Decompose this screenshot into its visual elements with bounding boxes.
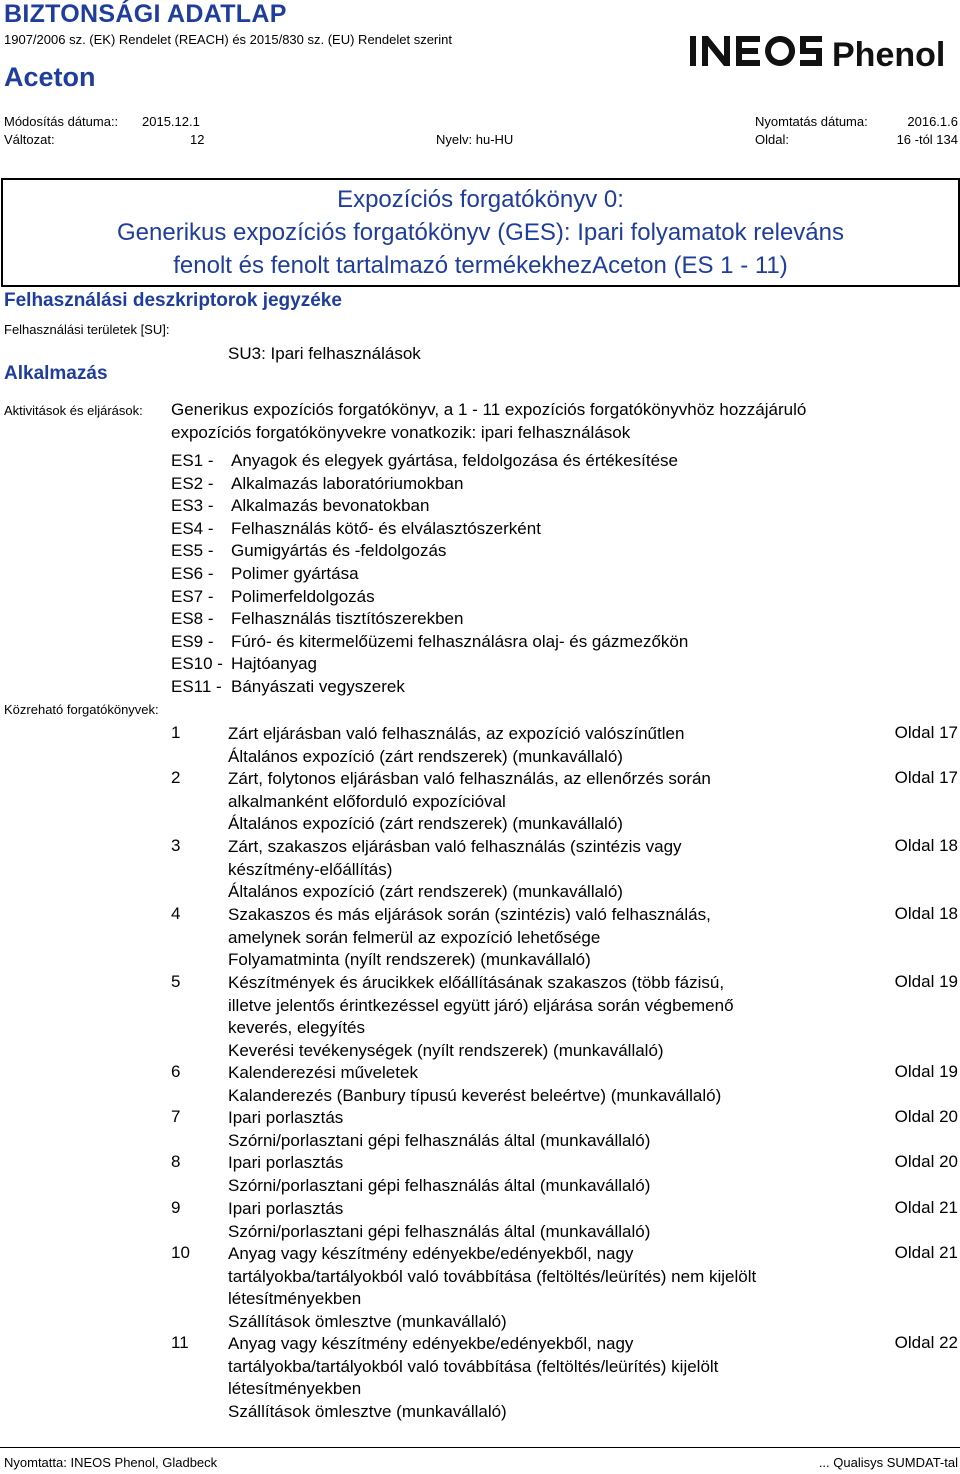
scenario-line: Zárt, szakaszos eljárásban való felhasználás (szintézis vagy bbox=[228, 837, 682, 856]
version-value: 12 bbox=[190, 132, 205, 147]
scenario-number: 2 bbox=[171, 768, 181, 787]
es-code: ES10 - bbox=[171, 654, 223, 674]
scenario-line: Anyag vagy készítmény edényekbe/edényekből, nagy bbox=[228, 1334, 634, 1353]
es-text: Gumigyártás és -feldolgozás bbox=[231, 541, 447, 561]
es-text: Alkalmazás bevonatokban bbox=[231, 496, 430, 516]
es-item bbox=[171, 519, 541, 539]
scenario-line: keverés, elegyítés bbox=[228, 1018, 366, 1037]
scenario-page-ref[interactable]: Oldal 20 bbox=[894, 1152, 958, 1171]
su-label: Felhasználási területek [SU]: bbox=[4, 322, 170, 337]
scenario-line: Készítmények és árucikkek előállításának szakaszos (több fázisú, bbox=[228, 973, 725, 992]
scenario-line: Szórni/porlasztani gépi felhasználás által (munkavállaló) bbox=[228, 1221, 651, 1241]
es-item bbox=[171, 609, 463, 629]
scenario-number: 7 bbox=[171, 1107, 181, 1126]
scenario-line: Szórni/porlasztani gépi felhasználás által (munkavállaló) bbox=[228, 1130, 651, 1150]
scenario-line: létesítményekben bbox=[228, 1289, 362, 1308]
scenario-line: Szállítások ömlesztve (munkavállaló) bbox=[228, 1311, 507, 1331]
footer-printed-by: Nyomtatta: INEOS Phenol, Gladbeck bbox=[4, 1455, 218, 1470]
scenario-number: 11 bbox=[171, 1333, 189, 1352]
page-value: 16 -tól 134 bbox=[896, 132, 958, 147]
scenario-page-ref[interactable]: Oldal 22 bbox=[894, 1333, 958, 1352]
scenario-description bbox=[228, 904, 711, 972]
scenario-line: Ipari porlasztás bbox=[228, 1199, 344, 1218]
scenario-number: 3 bbox=[171, 836, 181, 855]
es-item bbox=[171, 654, 317, 674]
document-title: BIZTONSÁGI ADATLAP bbox=[4, 0, 287, 28]
modification-date-value: 2015.12.1 bbox=[142, 114, 200, 129]
es-text: Polimer gyártása bbox=[231, 564, 359, 583]
scenario-page-ref[interactable]: Oldal 19 bbox=[894, 972, 958, 991]
scenario-page-ref[interactable]: Oldal 21 bbox=[894, 1243, 958, 1262]
footer-generator: ... Qualisys SUMDAT-tal bbox=[818, 1455, 958, 1470]
modification-date-label: Módosítás dátuma:: bbox=[4, 114, 119, 129]
banner-line-2: Generikus expozíciós forgatókönyv (GES): Ipari folyamatok releváns bbox=[117, 219, 844, 246]
scenario-line: létesítményekben bbox=[228, 1379, 362, 1398]
scenario-page-ref[interactable]: Oldal 18 bbox=[894, 836, 958, 855]
es-item bbox=[171, 451, 678, 471]
scenario-page-ref[interactable]: Oldal 17 bbox=[894, 768, 958, 787]
es-code: ES7 - bbox=[171, 586, 214, 606]
es-item bbox=[171, 587, 375, 607]
es-text: Fúró- és kitermelőüzemi felhasználásra olaj- és gázmezőkön bbox=[231, 631, 689, 651]
exposure-scenario-banner bbox=[1, 178, 960, 287]
scenario-page-ref[interactable]: Oldal 20 bbox=[894, 1107, 958, 1126]
scenario-number: 4 bbox=[171, 904, 181, 923]
es-code: ES5 - bbox=[171, 541, 214, 561]
banner-line-1: Expozíciós forgatókönyv 0: bbox=[337, 186, 624, 213]
es-code: ES9 - bbox=[171, 631, 214, 651]
scenario-line: Általános expozíció (zárt rendszerek) (munkavállaló) bbox=[228, 746, 623, 766]
es-text: Anyagok és elegyek gyártása, feldolgozása és értékesítése bbox=[231, 451, 678, 470]
scenario-line: illetve jelentős érintkezéssel együtt járó) eljárása során végbemenő bbox=[228, 995, 734, 1015]
print-date-label: Nyomtatás dátuma: bbox=[755, 114, 868, 129]
scenario-number: 9 bbox=[171, 1198, 181, 1217]
svg-text:Phenol: Phenol bbox=[832, 36, 946, 74]
scenario-line: Folyamatminta (nyílt rendszerek) (munkavállaló) bbox=[228, 950, 591, 969]
es-text: Hajtóanyag bbox=[231, 654, 318, 674]
scenario-line: Kalanderezés (Banbury típusú keverést beleértve) (munkavállaló) bbox=[228, 1085, 722, 1105]
es-code: ES6 - bbox=[171, 564, 214, 583]
es-text: Felhasználás tisztítószerekben bbox=[231, 609, 464, 629]
scenario-line: Ipari porlasztás bbox=[228, 1153, 344, 1172]
scenario-description bbox=[228, 768, 711, 836]
application-title: Alkalmazás bbox=[4, 363, 108, 384]
scenario-line: tartályokba/tartályokból való továbbítása (feltöltés/leürítés) kijelölt bbox=[228, 1356, 719, 1376]
scenario-line: Szakaszos és más eljárások során (szintézis) való felhasználás, bbox=[228, 905, 711, 924]
footer-divider bbox=[0, 1447, 960, 1448]
es-text: Alkalmazás laboratóriumokban bbox=[231, 473, 464, 493]
scenario-line: tartályokba/tartályokból való továbbítása (feltöltés/leürítés) nem kijelölt bbox=[228, 1266, 757, 1286]
scenario-line: amelynek során felmerül az expozíció lehetősége bbox=[228, 927, 601, 947]
scenario-line: alkalmanként előforduló expozícióval bbox=[228, 791, 506, 811]
language-label: Nyelv: hu-HU bbox=[436, 132, 514, 147]
es-text: Polimerfeldolgozás bbox=[231, 586, 375, 606]
scenario-line: készítmény-előállítás) bbox=[228, 859, 393, 879]
es-code: ES1 - bbox=[171, 451, 214, 470]
banner-line-3: fenolt és fenolt tartalmazó termékekhezAceton (ES 1 - 11) bbox=[173, 252, 788, 279]
print-date-value: 2016.1.6 bbox=[907, 114, 958, 129]
scenario-description bbox=[228, 1152, 650, 1197]
es-item bbox=[171, 496, 429, 516]
scenario-line: Kalenderezési műveletek bbox=[228, 1063, 418, 1082]
scenario-line: Keverési tevékenységek (nyílt rendszerek) (munkavállaló) bbox=[228, 1040, 664, 1060]
version-label: Változat: bbox=[4, 132, 55, 147]
es-code: ES3 - bbox=[171, 496, 214, 516]
es-item bbox=[171, 564, 359, 584]
es-text: Bányászati vegyszerek bbox=[231, 677, 405, 696]
activities-label: Aktivitások és eljárások: bbox=[4, 403, 143, 418]
scenario-description bbox=[228, 723, 684, 768]
scenario-number: 10 bbox=[171, 1243, 190, 1262]
ineos-phenol-logo bbox=[688, 30, 960, 74]
scenario-number: 1 bbox=[171, 723, 181, 742]
scenario-description bbox=[228, 1198, 650, 1243]
es-code: ES2 - bbox=[171, 473, 214, 493]
scenario-description bbox=[228, 1107, 650, 1152]
es-item bbox=[171, 677, 405, 697]
scenario-line: Szállítások ömlesztve (munkavállaló) bbox=[228, 1401, 507, 1421]
product-name: Aceton bbox=[4, 62, 96, 92]
page-label: Oldal: bbox=[755, 132, 789, 147]
scenario-line: Zárt eljárásban való felhasználás, az expozíció valószínűtlen bbox=[228, 724, 685, 743]
scenario-line: Zárt, folytonos eljárásban való felhasználás, az ellenőrzés során bbox=[228, 769, 711, 788]
su-value: SU3: Ipari felhasználások bbox=[228, 344, 421, 363]
scenario-page-ref[interactable]: Oldal 17 bbox=[894, 723, 958, 742]
scenario-line: Szórni/porlasztani gépi felhasználás által (munkavállaló) bbox=[228, 1175, 651, 1195]
scenario-line: Általános expozíció (zárt rendszerek) (munkavállaló) bbox=[228, 882, 623, 901]
scenario-page-ref[interactable]: Oldal 18 bbox=[894, 904, 958, 923]
es-code: ES4 - bbox=[171, 518, 214, 538]
scenario-number: 6 bbox=[171, 1062, 181, 1081]
section-title: Felhasználási deszkriptorok jegyzéke bbox=[4, 290, 342, 311]
es-item bbox=[171, 632, 688, 652]
contributing-scenarios-label: Közreható forgatókönyvek: bbox=[4, 702, 159, 717]
scenario-line: Ipari porlasztás bbox=[228, 1108, 344, 1127]
scenario-line: Anyag vagy készítmény edényekbe/edényekből, nagy bbox=[228, 1244, 634, 1263]
scenario-page-ref[interactable]: Oldal 19 bbox=[894, 1062, 958, 1081]
es-text: Felhasználás kötő- és elválasztószerként bbox=[231, 518, 541, 538]
scenario-description bbox=[228, 1062, 721, 1107]
activities-text-1: Generikus expozíciós forgatókönyv, a 1 - 11 expozíciós forgatókönyvhöz hozzájáruló bbox=[171, 400, 807, 419]
es-code: ES11 - bbox=[171, 677, 222, 696]
regulation-line: 1907/2006 sz. (EK) Rendelet (REACH) és 2015/830 sz. (EU) Rendelet szerint bbox=[4, 32, 452, 47]
scenario-number: 5 bbox=[171, 972, 181, 991]
es-code: ES8 - bbox=[171, 609, 214, 629]
es-item bbox=[171, 541, 446, 561]
scenario-number: 8 bbox=[171, 1152, 181, 1171]
scenario-description bbox=[228, 972, 734, 1062]
scenario-description bbox=[228, 836, 682, 904]
activities-text-2: expozíciós forgatókönyvekre vonatkozik: ipari felhasználások bbox=[171, 423, 631, 442]
es-item bbox=[171, 474, 463, 494]
scenario-description bbox=[228, 1243, 756, 1333]
scenario-page-ref[interactable]: Oldal 21 bbox=[894, 1198, 958, 1217]
scenario-line: Általános expozíció (zárt rendszerek) (munkavállaló) bbox=[228, 814, 623, 833]
scenario-description bbox=[228, 1333, 718, 1423]
